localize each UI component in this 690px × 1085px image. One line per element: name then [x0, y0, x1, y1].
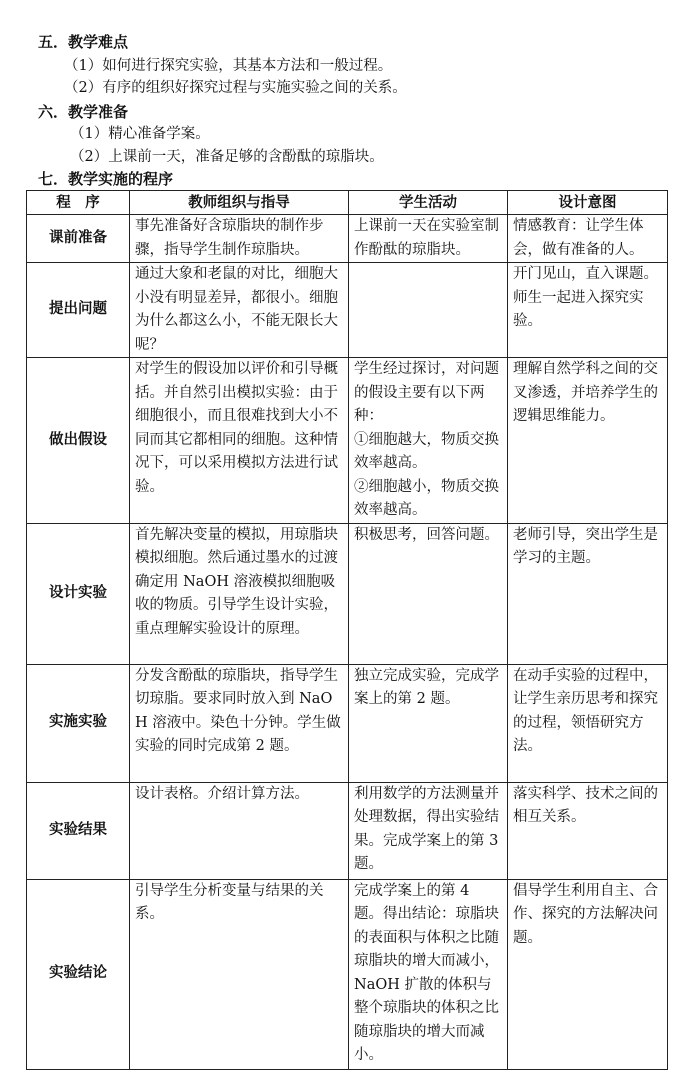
- header-intent: 设计意图: [508, 191, 668, 215]
- step-cell: 实验结果: [27, 782, 130, 879]
- header-student: 学生活动: [349, 191, 508, 215]
- intent-cell: 倡导学生利用自主、合作、探究的方法解决问题。: [508, 879, 668, 1069]
- student-cell: 上课前一天在实验室制作酚酞的琼脂块。: [349, 215, 508, 263]
- difficulty-item-1: （1）如何进行探究实验，其基本方法和一般过程。: [64, 58, 393, 74]
- hypothesis-1: ①细胞越大，物质交换效率越高。: [354, 431, 499, 471]
- header-step: 程 序: [27, 191, 130, 215]
- preparation-item-2: （2）上课前一天，准备足够的含酚酞的琼脂块。: [70, 149, 384, 165]
- step-cell: 提出问题: [27, 263, 130, 358]
- teacher-cell: 通过大象和老鼠的对比，细胞大小没有明显差异，都很小。细胞为什么都这么小，不能无限长大呢？: [130, 263, 349, 358]
- table-row: [27, 664, 668, 782]
- table-header-row: [27, 191, 668, 215]
- intent-cell: 落实科学、技术之间的相互关系。: [508, 782, 668, 879]
- student-cell: 完成学案上的第 4 题。得出结论：琼脂块的表面积与体积之比随琼脂块的增大而减小，NaOH 扩散的体积与整个琼脂块的体积之比随琼脂块的增大而减小。: [349, 879, 508, 1069]
- difficulty-item-2: （2）有序的组织好探究过程与实施实验之间的关系。: [64, 80, 407, 96]
- intent-cell: 情感教育：让学生体会，做有准备的人。: [508, 215, 668, 263]
- table-row: [27, 263, 668, 358]
- step-cell: 设计实验: [27, 523, 130, 664]
- table-row: [27, 215, 668, 263]
- intent-cell: 在动手实验的过程中，让学生亲历思考和探究的过程，领悟研究方法。: [508, 664, 668, 782]
- student-cell: 独立完成实验，完成学案上的第 2 题。: [349, 664, 508, 782]
- teacher-cell: 事先准备好含琼脂块的制作步骤，指导学生制作琼脂块。: [130, 215, 349, 263]
- intent-cell: 理解自然学科之间的交叉渗透，并培养学生的逻辑思维能力。: [508, 358, 668, 524]
- intent-cell: 开门见山，直入课题。师生一起进入探究实验。: [508, 263, 668, 358]
- intent-cell: 老师引导，突出学生是学习的主题。: [508, 523, 668, 664]
- teacher-cell: 引导学生分析变量与结果的关系。: [130, 879, 349, 1069]
- student-cell: [349, 358, 508, 524]
- teacher-cell: 设计表格。介绍计算方法。: [130, 782, 349, 879]
- table-row: [27, 782, 668, 879]
- preparation-item-1: （1）精心准备学案。: [70, 126, 210, 142]
- step-cell: 实验结论: [27, 879, 130, 1069]
- teacher-cell: 分发含酚酞的琼脂块，指导学生切琼脂。要求同时放入到 NaOH 溶液中。染色十分钟。学生做实验的同时完成第 2 题。: [130, 664, 349, 782]
- table-row: [27, 523, 668, 664]
- step-cell: 做出假设: [27, 358, 130, 524]
- section-title-difficulties: 五．教学难点: [38, 33, 129, 51]
- student-cell: 利用数学的方法测量并处理数据，得出实验结果。完成学案上的第 3 题。: [349, 782, 508, 879]
- section-title-preparation: 六．教学准备: [38, 103, 129, 121]
- section-title-procedure: 七．教学实施的程序: [38, 170, 174, 188]
- student-cell: [349, 263, 508, 358]
- student-cell: 积极思考，回答问题。: [349, 523, 508, 664]
- student-text: 学生经过探讨，对问题的假设主要有以下两种：: [354, 361, 499, 424]
- step-cell: 课前准备: [27, 215, 130, 263]
- table-row: [27, 358, 668, 524]
- header-teacher: 教师组织与指导: [130, 191, 349, 215]
- procedure-table: [26, 190, 668, 1070]
- hypothesis-2: ②细胞越小，物质交换效率越高。: [354, 478, 499, 518]
- step-cell: 实施实验: [27, 664, 130, 782]
- teacher-cell: 首先解决变量的模拟，用琼脂块模拟细胞。然后通过墨水的过渡确定用 NaOH 溶液模拟细胞吸收的物质。引导学生设计实验，重点理解实验设计的原理。: [130, 523, 349, 664]
- teacher-cell: 对学生的假设加以评价和引导概括。并自然引出模拟实验：由于细胞很小，而且很难找到大小不同而其它都相同的细胞。这种情况下，可以采用模拟方法进行试验。: [130, 358, 349, 524]
- table-row: [27, 879, 668, 1069]
